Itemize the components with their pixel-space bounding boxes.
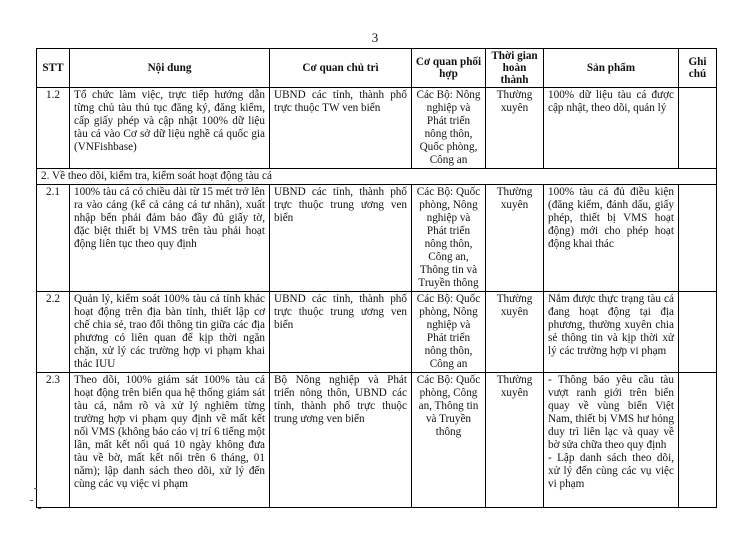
- table-row: [37, 88, 717, 169]
- header-note: Ghi chú: [679, 49, 717, 88]
- row-stt: 2.2: [37, 292, 70, 373]
- row-product: [544, 373, 679, 508]
- row-note: [679, 373, 717, 508]
- row-note: [679, 292, 717, 373]
- row-lead-agency: UBND các tỉnh, thành phố trực thuộc trung ương ven biển: [270, 185, 412, 292]
- row-stt: 1.2: [37, 88, 70, 169]
- header-coordinating-agency: Cơ quan phối hợp: [412, 49, 486, 88]
- row-coordinating-agency: Các Bộ: Quốc phòng, Công an, Thông tin và Truyền thông: [412, 373, 486, 508]
- row-product: 100% dữ liệu tàu cá được cập nhật, theo dõi, quản lý: [544, 88, 679, 169]
- scan-mark: [38, 508, 41, 509]
- table-row: [37, 292, 717, 373]
- product-line: - Lập danh sách theo dõi, xử lý đến cùng các vụ việc vi phạm: [548, 452, 674, 490]
- task-table: [36, 48, 717, 508]
- product-line: - Thông báo yêu cầu tàu vượt ranh giới trên biển quay về vùng biển Việt Nam, thiết bị VMS hư hỏng duy trì liên lạc và quay về bờ sửa chữa theo quy định: [548, 374, 674, 451]
- row-stt: 2.1: [37, 185, 70, 292]
- row-lead-agency: Bộ Nông nghiệp và Phát triển nông thôn, UBND các tỉnh, thành phố trực thuộc trung ương ven biển: [270, 373, 412, 508]
- row-deadline: Thường xuyên: [486, 88, 544, 169]
- header-content: Nội dung: [70, 49, 270, 88]
- row-note: [679, 88, 717, 169]
- table-row: [37, 185, 717, 292]
- row-coordinating-agency: Các Bộ: Quốc phòng, Nông nghiệp và Phát triển nông thôn, Công an, Thông tin và Truyền thông: [412, 185, 486, 292]
- row-deadline: Thường xuyên: [486, 373, 544, 508]
- row-product: 100% tàu cá đủ điều kiện (đăng kiểm, đánh dấu, giấy phép, thiết bị VMS hoạt động) mới cho phép hoạt động khai thác: [544, 185, 679, 292]
- row-note: [679, 185, 717, 292]
- table-row: [37, 373, 717, 508]
- row-lead-agency: UBND các tỉnh, thành phố trực thuộc trung ương ven biển: [270, 292, 412, 373]
- row-content: 100% tàu cá có chiều dài từ 15 mét trở lên ra vào cảng (kể cả cảng cá tư nhân), xuất nhập bến phải đảm bảo đầy đủ giấy tờ, đặc biệt thiết bị VMS trên tàu phải hoạt động liên tục theo quy định: [70, 185, 270, 292]
- row-coordinating-agency: Các Bộ: Quốc phòng, Nông nghiệp và Phát triển nông thôn, Công an: [412, 292, 486, 373]
- row-product: Nắm được thực trạng tàu cá đang hoạt động tại địa phương, thường xuyên chia sẻ thông tin và kịp thời xử lý các trường hợp vi phạm: [544, 292, 679, 373]
- row-deadline: Thường xuyên: [486, 185, 544, 292]
- row-deadline: Thường xuyên: [486, 292, 544, 373]
- row-content: Tổ chức làm việc, trực tiếp hướng dẫn từng chủ tàu thủ tục đăng ký, đăng kiểm, cấp giấy phép và cập nhật 100% dữ liệu tàu cá vào Cơ sở dữ liệu nghề cá quốc gia (VNFishbase): [70, 88, 270, 169]
- section-title: 2. Về theo dõi, kiểm tra, kiểm soát hoạt động tàu cá: [37, 169, 717, 185]
- scan-mark: [30, 500, 33, 501]
- row-content: Quản lý, kiểm soát 100% tàu cá tỉnh khác hoạt động trên địa bàn tỉnh, thiết lập cơ chế chia sẻ, trao đổi thông tin giữa các địa phương có liên quan để kịp thời ngăn chặn, xử lý các trường hợp vi phạm khai thác IUU: [70, 292, 270, 373]
- header-deadline: Thời gian hoàn thành: [486, 49, 544, 88]
- row-content: Theo dõi, 100% giám sát 100% tàu cá hoạt động trên biển qua hệ thống giám sát tàu cá, nắm rõ và xử lý nghiêm từng trường hợp vi phạm quy định về mất kết nối VMS (không báo cáo vị trí 6 tiếng một lần, mất kết nối quá 10 ngày không đưa tàu về bờ, mất kết nối trên 6 tháng, 01 năm); lập danh sách theo dõi, xử lý đến cùng các vụ việc vi phạm: [70, 373, 270, 508]
- header-stt: STT: [37, 49, 70, 88]
- section-row: [37, 169, 717, 185]
- row-stt: 2.3: [37, 373, 70, 508]
- header-row: [37, 49, 717, 88]
- row-lead-agency: UBND các tỉnh, thành phố trực thuộc TW ven biển: [270, 88, 412, 169]
- row-coordinating-agency: Các Bộ: Nông nghiệp và Phát triển nông thôn, Quốc phòng, Công an: [412, 88, 486, 169]
- header-product: Sản phẩm: [544, 49, 679, 88]
- page-number: 3: [371, 30, 379, 45]
- scan-mark: [34, 488, 37, 489]
- header-lead-agency: Cơ quan chủ trì: [270, 49, 412, 88]
